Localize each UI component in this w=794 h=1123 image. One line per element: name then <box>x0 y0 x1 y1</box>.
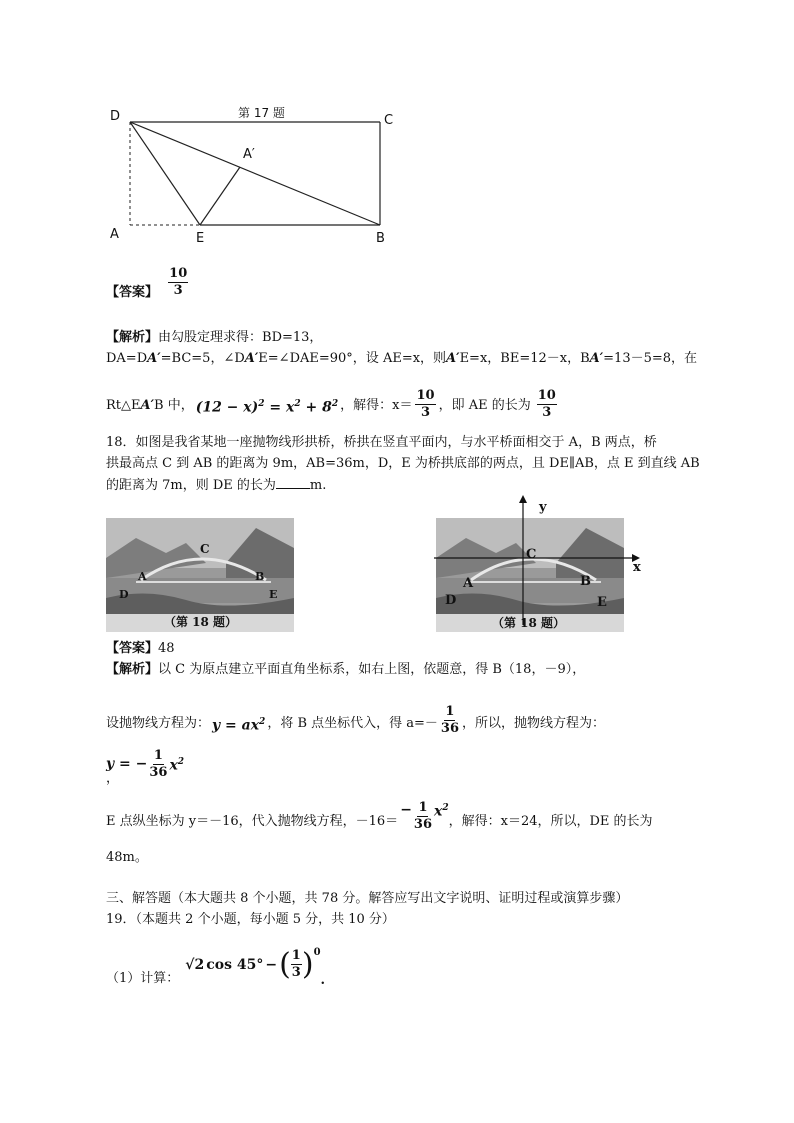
text-segment: E=∠DAE=90°，设 AE=x，则 <box>258 351 447 366</box>
fraction-numerator: 1 <box>418 799 428 815</box>
answer-label: 【答案】 <box>106 285 159 300</box>
text-segment: =BC=5，∠D <box>160 351 245 366</box>
fraction-numerator: 10 <box>416 387 435 403</box>
answer-17-fraction <box>168 267 188 298</box>
text-segment: m. <box>309 478 327 493</box>
text-segment: Rt△E <box>106 398 141 413</box>
fraction-denominator: 36 <box>440 720 459 736</box>
analysis-17-line3 <box>106 386 557 426</box>
equation-17 <box>196 395 338 417</box>
a-prime-symbol: A′ <box>589 351 604 366</box>
eq-part: x <box>434 803 443 820</box>
expression <box>185 946 321 982</box>
equation-x-squared <box>434 799 449 821</box>
label-d: D <box>110 109 121 124</box>
eq-sup: 2 <box>259 717 266 728</box>
one-third-fraction <box>291 949 302 980</box>
fraction-numerator: 10 <box>169 266 188 281</box>
text-segment: 设抛物线方程为： <box>106 716 211 731</box>
question-18-line1: 18．如图是我省某地一座抛物线形拱桥，桥拱在竖直平面内，与水平桥面相交于 A，B 两点，桥 <box>106 435 657 450</box>
text-segment: 的距离为 7m，则 DE 的长为 <box>106 478 276 493</box>
analysis-text: 由勾股定理求得：BD=13， <box>158 330 323 345</box>
sqrt-2: √2 <box>185 956 205 973</box>
fraction-denominator: 3 <box>542 404 552 420</box>
cos-45: cos 45° <box>206 956 264 973</box>
photo-left-label-c: C <box>200 542 210 556</box>
analysis-text: 以 C 为原点建立平面直角坐标系，如右上图，依题意，得 B（18，－9）， <box>158 662 586 677</box>
a-prime-symbol: A′ <box>140 398 155 413</box>
photo-right-label-a: A <box>463 576 474 591</box>
eq-part: x <box>169 757 178 774</box>
photo-right-label-e: E <box>597 595 607 610</box>
photo-right-label-b: B <box>580 574 591 589</box>
equation-parabola <box>212 713 265 735</box>
eq-part: = x <box>264 399 295 416</box>
text-segment: E=x，BE=12－x，B <box>459 351 590 366</box>
fraction-denominator: 3 <box>291 965 301 980</box>
fraction-numerator: 1 <box>445 703 455 719</box>
text-segment: E 点纵坐标为 y＝－16，代入抛物线方程，－16＝ <box>106 814 399 829</box>
label-e: E <box>196 231 205 246</box>
label-c: C <box>384 113 394 128</box>
answer-17 <box>106 266 188 308</box>
question-18-line2: 拱最高点 C 到 AB 的距离为 9m，AB=36m，D，E 为桥拱底部的两点，且 DE∥AB，点 E 到直线 AB <box>106 456 700 471</box>
fraction-numerator: 1 <box>291 948 301 963</box>
analysis-17-line2 <box>106 350 697 368</box>
eq-sup: 2 <box>258 399 265 410</box>
fraction-numerator: 10 <box>537 387 556 403</box>
segment-de <box>130 122 200 225</box>
label-a: A <box>110 227 119 242</box>
photo-left-label-e: E <box>269 588 278 601</box>
axis-label-y: y <box>539 500 547 515</box>
answer-18 <box>106 640 175 658</box>
a-prime-symbol: A′ <box>446 351 460 366</box>
photo-left-caption: （第 18 题） <box>164 615 238 629</box>
segment-db <box>130 122 380 225</box>
eq-sup: 2 <box>177 757 185 768</box>
figure-17-diagram <box>100 100 420 250</box>
analysis-label: 【解析】 <box>106 330 159 345</box>
equation-x-squared <box>169 753 184 775</box>
analysis-18-line1 <box>106 661 585 679</box>
paren-right: ) <box>301 946 314 982</box>
question-19: 19．（本题共 2 个小题，每小题 5 分，共 10 分） <box>106 912 395 927</box>
a-prime-symbol: A′ <box>244 351 259 366</box>
photo-left-label-b: B <box>255 570 265 583</box>
equation-fraction <box>149 749 167 780</box>
eq-part: y = ax <box>212 717 260 734</box>
eq-part: (12 − x) <box>195 399 259 416</box>
figure-18-photo-right <box>430 495 650 635</box>
text-segment: ，解得：x＝ <box>340 398 413 413</box>
question-label: （1）计算： <box>106 971 180 986</box>
photo-right-label-c: C <box>526 547 537 562</box>
text-segment: DA=D <box>106 351 148 366</box>
analysis-label: 【解析】 <box>106 662 159 677</box>
fraction-denominator: 3 <box>420 404 431 420</box>
analysis-18-line2 <box>106 702 605 746</box>
eq-sup: 2 <box>442 803 449 814</box>
text-segment: ，即 AE 的长为 <box>438 398 531 413</box>
question-18-line3 <box>106 476 326 495</box>
answer-label: 【答案】 <box>106 641 159 656</box>
photo-left-label-d: D <box>119 588 129 601</box>
fraction-denominator: 36 <box>149 764 168 780</box>
analysis-17-line1 <box>106 329 322 347</box>
eq-part: − <box>400 802 412 818</box>
question-19-1 <box>106 938 325 994</box>
ae-length-fraction <box>537 389 557 420</box>
eq-sup: 2 <box>294 399 301 410</box>
text-segment: ，所以，抛物线方程为： <box>462 716 606 731</box>
text-segment: =13－5=8，在 <box>603 351 698 366</box>
answer-blank[interactable] <box>276 476 310 489</box>
label-a-prime: A′ <box>243 147 255 162</box>
photo-right-label-d: D <box>445 593 457 608</box>
analysis-18-line4 <box>106 800 653 844</box>
section-3-heading: 三、解答题（本大题共 8 个小题，共 78 分。解答应写出文字说明、证明过程或演算步骤） <box>106 891 629 906</box>
photo-left-label-a: A <box>138 570 147 583</box>
text-segment: ，解得：x＝24，所以，DE 的长为 <box>448 814 653 829</box>
paren-left: ( <box>279 946 291 982</box>
analysis-18-line5: 48m。 <box>106 850 148 865</box>
figure-17 <box>100 100 420 250</box>
eq-part: + 8 <box>300 399 332 416</box>
fraction-denominator: 3 <box>173 283 183 298</box>
segment-ea-prime <box>200 167 240 225</box>
figure-17-title: 第 17 题 <box>238 106 285 120</box>
analysis-18-comma: ， <box>106 771 120 786</box>
eq-part: y = − <box>106 756 148 772</box>
figure-18-photo-left <box>106 518 294 632</box>
label-b: B <box>376 231 385 246</box>
solution-fraction <box>415 389 435 420</box>
answer-value: 48 <box>158 641 175 656</box>
coefficient-fraction <box>441 705 459 736</box>
eq-sup: 2 <box>331 399 339 410</box>
exponent-zero: 0 <box>313 946 321 958</box>
text-segment: ，将 B 点坐标代入，得 a=－ <box>267 716 438 731</box>
expression-end: . <box>320 973 326 988</box>
a-prime-symbol: A′ <box>147 351 161 366</box>
minus-sign: − <box>265 956 278 973</box>
text-segment: B 中， <box>154 398 194 413</box>
fraction-numerator: 1 <box>153 747 163 763</box>
photo-right-caption: （第 18 题） <box>492 616 566 630</box>
substitution-fraction <box>414 801 432 832</box>
fraction-denominator: 36 <box>413 816 433 832</box>
axis-label-x: x <box>633 560 641 575</box>
